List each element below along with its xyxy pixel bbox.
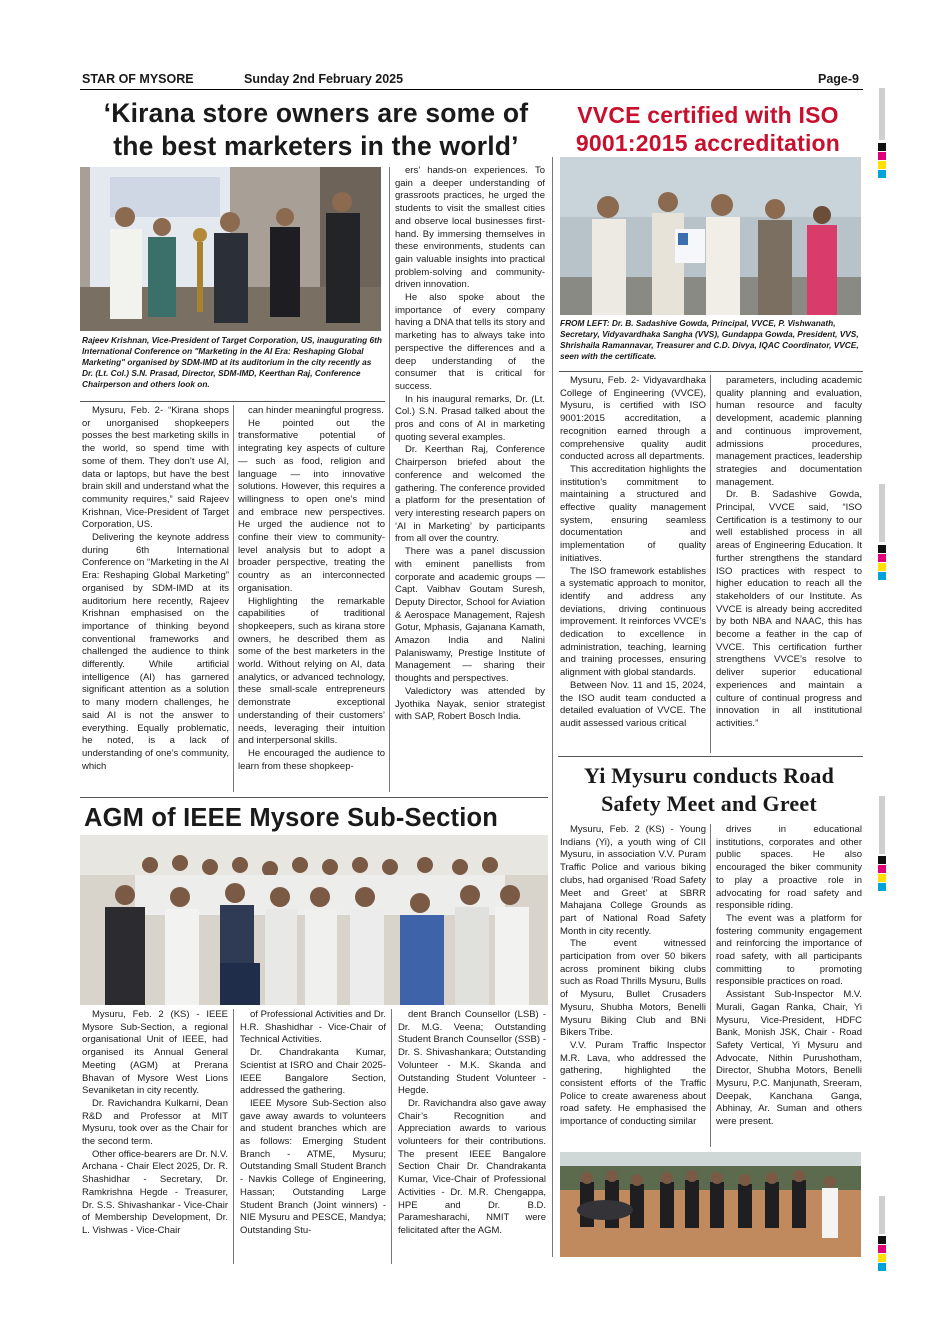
caption-rule	[80, 401, 385, 402]
yi-column-1	[560, 824, 706, 1149]
kirana-paragraph: Mysuru, Feb. 2- “Kirana shops or unorganised shopkeepers posses the best marketing skills in the world, so spend time with some of them. They don’t use AI, data or laptops, but have the best brain skill and understand what the community requires,” said Rajeev Krishnan, Vice-President of Target Corporation, US.	[82, 405, 229, 531]
magenta-swatch	[878, 865, 886, 873]
column-rule	[233, 405, 234, 792]
vvce-column-1	[560, 375, 706, 753]
kirana-paragraph: Highlighting the remarkable capabilities of traditional shopkeepers, such as kirana store owners, he described them as some of the best marketers in the world. Without relying on AI, data analytics, or advanced technology, these small-scale entrepreneurs demonstrate exceptional understanding of their customers’ needs, leveraging their intuition and interpersonal skills.	[238, 595, 385, 747]
photo-lamp-lighting-icon	[80, 167, 381, 331]
magenta-swatch	[878, 554, 886, 562]
ieee-paragraph: dent Branch Counsellor (LSB) - Dr. M.G. Veena; Outstanding Student Branch Counsellor (SSB) - Dr. S. Shivashankara; Outstanding Volunteer - M.K. Skanda and Outstanding Student Volunteer - Hegde.	[398, 1009, 546, 1097]
kirana-column-2	[238, 405, 385, 790]
black-swatch	[878, 545, 886, 553]
yi-column-2	[716, 824, 862, 1149]
section-rule	[80, 797, 548, 798]
cyan-swatch	[878, 1263, 886, 1271]
yi-paragraph: drives in educational institutions, corporates and other public spaces. He also encouraged the biker community to play a proactive role in advocating for road safety and responsible riding.	[716, 824, 862, 912]
registration-bar	[879, 796, 885, 854]
masthead: STAR OF MYSORE	[82, 72, 194, 86]
column-rule	[710, 375, 711, 753]
ieee-paragraph: Other office-bearers are Dr. N.V. Archana - Chair Elect 2025, Dr. R. Shashidhar - Secretary, Dr. Ramkrishna Hegde - Treasurer, Dr. S.S. Shivashankar - Vice-Chair of Membership Development, Dr. L. Vishwas - Vice-Chair	[82, 1148, 228, 1236]
issue-date: Sunday 2nd February 2025	[244, 72, 404, 86]
kirana-paragraph: can hinder meaningful progress.	[248, 405, 384, 416]
kirana-paragraph: He pointed out the transformative potential of integrating key aspects of culture — such as food, religion and language — into innovative solutions. However, this requires a willingness to open one’s mind and embrace new perspectives. He urged the audience not to confine their view to community-level analysis but to adopt a broader perspective, treating the country as an interconnected organisation.	[238, 417, 385, 594]
yellow-swatch	[878, 1254, 886, 1262]
yellow-swatch	[878, 874, 886, 882]
column-rule	[710, 824, 711, 1147]
black-swatch	[878, 856, 886, 864]
black-swatch	[878, 143, 886, 151]
header-rule	[80, 89, 863, 90]
kirana-paragraph: Delivering the keynote address during 6th International Conference on “Marketing in the AI Era: Reshaping Global Marketing” organised by SDM-IMD at its auditorium here recently, Rajeev Krishnan emphasised on the importance of thinking beyond conventional frameworks and challenged the audience to think differently. While artificial intelligence (AI) has garnered significant attention as a solution to many modern challenges, he said AI is not the answer to everything. Equally problematic, he noted, is a lack of understanding of one’s community, which	[82, 532, 229, 772]
kirana-headline-line1: ‘Kirana store owners are some of	[103, 98, 529, 128]
ieee-column-3	[398, 1009, 546, 1264]
kirana-photo	[80, 167, 381, 331]
registration-bar	[879, 1196, 885, 1234]
vvce-column-2	[716, 375, 862, 753]
ieee-paragraph: Dr. Chandrakanta Kumar, Scientist at ISRO and Chair 2025-IEEE Bangalore Section, addressed the gathering.	[240, 1047, 386, 1097]
section-rule	[558, 756, 863, 757]
caption-rule	[559, 371, 863, 372]
photo-group-icon	[80, 835, 548, 1005]
kirana-column-3	[395, 165, 545, 791]
ieee-paragraph: of Professional Activities and Dr. H.R. Shashidhar - Vice-Chair of Technical Activities.	[240, 1009, 386, 1046]
ieee-paragraph: Dr. Ravichandra also gave away Chair’s Recognition and Appreciation awards to various volunteers for their contributions. The present IEEE Bangalore Section Chair Dr. Chandrakanta Kumar, Vice-Chair of Professional Activities - Dr. M.R. Chengappa, HPE and Dr. B.D. Paramesharachi, NMIT were felicitated after the AGM.	[398, 1097, 546, 1236]
ieee-photo	[80, 835, 548, 1005]
kirana-paragraph: There was a panel discussion with eminent panellists from corporate and academic groups — Capt. Vaibhav Goutam Suresh, Deputy Director, School for Aviation & Aerospace Management, Rajesh Gotur, Mphasis, Gajanana Kamath, Amazon India and Nalini Palaniswamy, Prestige Institute of Management — sharing their thoughts and perspectives.	[395, 546, 545, 685]
yi-paragraph: The event witnessed participation from over 50 bikers across prominent biking clubs such as Road Thrills Mysuru, Bulls of Mysuru, Bullet Crusaders Mysuru, Shubha Motors, Benelli Mysuru Biking Club and BNi Bikers Tribe.	[560, 938, 706, 1039]
kirana-paragraph: In his inaugural remarks, Dr. (Lt. Col.) S.N. Prasad talked about the pros and cons of AI in marketing quoting several examples.	[395, 393, 545, 443]
page-number: Page-9	[818, 72, 859, 86]
vvce-paragraph: Mysuru, Feb. 2- Vidyavardhaka College of Engineering (VVCE), Mysuru, is certified with ISO 9001:2015 accreditation, a recognition earned through a comprehensive quality audit conducted across all departments.	[560, 375, 706, 463]
black-swatch	[878, 1236, 886, 1244]
magenta-swatch	[878, 1245, 886, 1253]
kirana-paragraph: He also spoke about the importance of every company having a DNA that tells its story and marketing has to always take into perspective the differences and a deep understanding of the consumer that is critical for success.	[395, 292, 545, 392]
vvce-paragraph: The ISO framework establishes a systematic approach to monitor, identify and address any deviations, driving continuous improvement. It reinforces VVCE’s dedication to excellence in administration, teaching, learning and training processes, ensuring alignment with global standards.	[560, 565, 706, 679]
ieee-column-1	[82, 1009, 228, 1264]
kirana-column-1	[82, 405, 229, 790]
vvce-caption: FROM LEFT: Dr. B. Sadashive Gowda, Principal, VVCE, P. Vishwanath, Secretary, Vidyavardhaka Sangha (VVS), Gundappa Gowda, President, VVS, Shrishaila Ramannavar, Treasurer and C.D. Divya, IQAC Coordinator, VVCE, seen with the certificate.	[560, 318, 859, 361]
kirana-paragraph: Dr. Keerthan Raj, Conference Chairperson briefed about the conference and welcomed the gathering. The conference provided a platform for the presentation of very interesting research papers on ‘AI in Marketing’ by participants from all over the country.	[395, 444, 545, 545]
yellow-swatch	[878, 563, 886, 571]
ieee-column-2	[240, 1009, 386, 1264]
vvce-paragraph: Dr. B. Sadashive Gowda, Principal, VVCE said, “ISO Certification is a testimony to our well established process in all areas of Engineering Education. It further strengthens the standard ISO practices with respect to higher education to reach all the stakeholders of our Institute. As VVCE is already being accredited by both NBA and NAAC, this has become a feather in the cap of VVCE. This certification further strengthens VVCE’s resolve to deliver superior educational experiences and maintain a culture of continual progress and innovation in all institutional activities.”	[716, 489, 862, 729]
vvce-headline-line2: 9001:2015 accreditation	[575, 130, 841, 156]
photo-certificate-handover-icon	[560, 157, 861, 315]
kirana-caption: Rajeev Krishnan, Vice-President of Target Corporation, US, inaugurating 6th International Conference on "Marketing in the AI Era: Reshaping Global Marketing" organised by SDM-IMD at its auditorium in the city recently as Dr. (Lt. Col.) S.N. Prasad, Director, SDM-IMD, Keerthan Raj, Conference Chairperson and others look on.	[82, 335, 382, 389]
kirana-paragraph: ers’ hands-on experiences. To gain a deeper understanding of grassroots practices, he urged the students to visit the smallest cities and observe local businesses first-hand. By immersing themselves in these environments, students can gain valuable insights into practical problem-solving and community-driven innovation.	[395, 165, 545, 291]
vvce-paragraph: parameters, including academic quality planning and evaluation, human resource and faculty development, academic planning and continuous improvement, admissions procedures, management practices, leadership strategies and documentation management.	[716, 375, 862, 488]
yi-headline-line2: Safety Meet and Greet	[601, 791, 817, 816]
photo-bikers-icon	[560, 1152, 861, 1257]
vvce-headline-line1: VVCE certified with ISO	[577, 102, 839, 128]
column-rule	[391, 1009, 392, 1264]
cyan-swatch	[878, 170, 886, 178]
kirana-headline-line2: the best marketers in the world’	[113, 131, 519, 161]
section-rule	[552, 157, 553, 1257]
registration-bar	[879, 484, 885, 542]
vvce-paragraph: This accreditation highlights the institution’s commitment to maintaining a structured and effective quality management system, ensuring seamless documentation and implementation of quality initiatives.	[560, 463, 706, 564]
yi-headline-line1: Yi Mysuru conducts Road	[583, 763, 835, 788]
ieee-paragraph: IEEE Mysore Sub-Section also gave away awards to volunteers and student branches which are as follows: Emerging Student Branch - ATME, Mysuru; Outstanding Small Student Branch - Navkis College of Engineering, Hassan; Outstanding Large Student Branch (Joint winners) - NIE Mysuru and PESCE, Mandya; Outstanding Stu-	[240, 1097, 386, 1236]
registration-bar	[879, 88, 885, 140]
yi-paragraph: Mysuru, Feb. 2 (KS) - Young Indians (Yi), a youth wing of CII Mysuru, in association V.V. Puram Traffic Police and various biking clubs, had organised ‘Road Safety Meet and Greet’ at SBRR Mahajana College Grounds as part of National Road Safety Month in city recently.	[560, 824, 706, 937]
vvce-photo	[560, 157, 861, 315]
kirana-paragraph: Valedictory was attended by Jyothika Nayak, senior strategist with SAP, Robert Bosch India.	[395, 685, 545, 723]
cyan-swatch	[878, 883, 886, 891]
vvce-paragraph: Between Nov. 11 and 15, 2024, the ISO audit team conducted a detailed evaluation of VVCE. The audit assessed various critical	[560, 679, 706, 729]
ieee-paragraph: Mysuru, Feb. 2 (KS) - IEEE Mysore Sub-Section, a regional organisational Unit of IEEE, had organised its Annual General Meeting (AGM) at Prerana Bhavan of Mysore West Lions Sevaniketan in city recently.	[82, 1009, 228, 1097]
yellow-swatch	[878, 161, 886, 169]
yi-photo	[560, 1152, 861, 1257]
yi-paragraph: The event was a platform for fostering community engagement and reinforcing the importance of road safety, with all participants committing to promoting responsible practices on road.	[716, 912, 862, 988]
magenta-swatch	[878, 152, 886, 160]
kirana-paragraph: He encouraged the audience to learn from these shopkeep-	[238, 747, 385, 772]
column-rule	[389, 167, 390, 792]
yi-paragraph: Assistant Sub-Inspector M.V. Murali, Gagan Ranka, Chair, Yi Mysuru, Vice-President, HDFC Bank, Monish JSK, Chair - Road Safety Vertical, Yi Mysuru and Advocate, Nithin Purushotham, Director, Shubha Motors, Benelli Mysuru, P.C. Manjunath, Sreeram, Deepak, Kanchana Ganga, Abhinay, Ar. Suman and others were present.	[716, 989, 862, 1128]
yi-paragraph: V.V. Puram Traffic Inspector M.R. Lava, who addressed the gathering, highlighted the consistent efforts of the Traffic Police to create awareness about road safety. He emphasised the importance of conducting similar	[560, 1039, 706, 1128]
ieee-paragraph: Dr. Ravichandra Kulkarni, Dean R&D and Professor at MIT Mysuru, took over as the Chair for the second term.	[82, 1097, 228, 1148]
cyan-swatch	[878, 572, 886, 580]
ieee-headline: AGM of IEEE Mysore Sub-Section	[84, 804, 499, 832]
column-rule	[233, 1009, 234, 1264]
